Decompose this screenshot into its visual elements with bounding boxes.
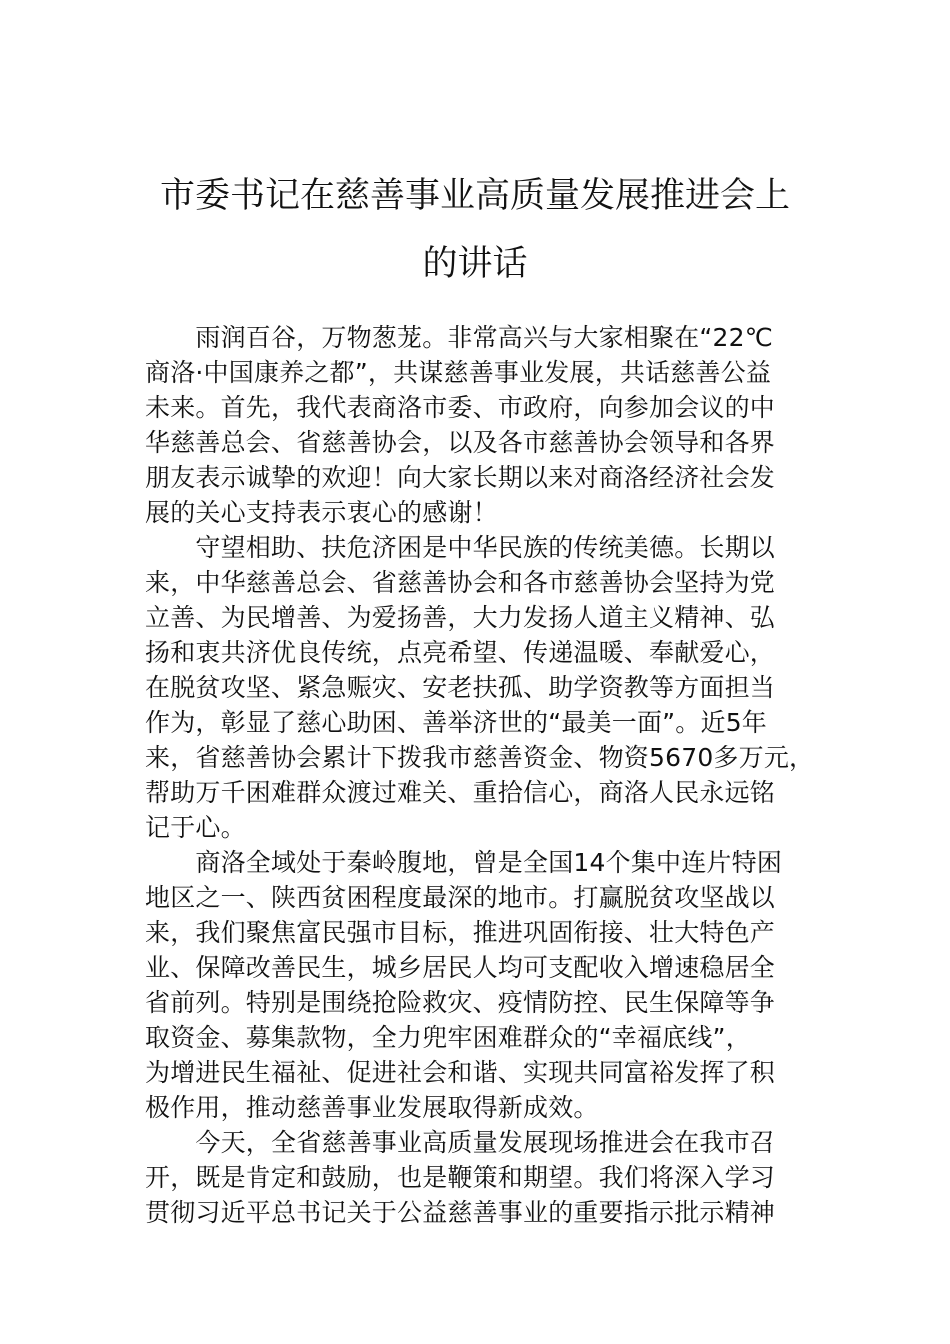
body-line: 来，我们聚焦富民强市目标，推进巩固衔接、壮大特色产 — [145, 918, 776, 947]
body-line: 华慈善总会、省慈善协会，以及各市慈善协会领导和各界 — [145, 428, 776, 457]
body-line: 朋友表示诚挚的欢迎！向大家长期以来对商洛经济社会发 — [145, 463, 776, 492]
body-line: 为增进民生福祉、促进社会和谐、实现共同富裕发挥了积 — [145, 1058, 776, 1087]
document-title-line-1: 市委书记在慈善事业高质量发展推进会上 — [159, 176, 790, 216]
body-line: 记于心。 — [145, 813, 246, 842]
body-line: 省前列。特别是围绕抢险救灾、疫情防控、民生保障等争 — [145, 988, 776, 1017]
document-title-line-2: 的讲话 — [422, 244, 528, 284]
body-line: 展的关心支持表示衷心的感谢！ — [145, 498, 498, 527]
body-line: 未来。首先，我代表商洛市委、市政府，向参加会议的中 — [145, 393, 776, 422]
body-line: 今天，全省慈善事业高质量发展现场推进会在我市召 — [145, 1128, 776, 1157]
body-line: 守望相助、扶危济困是中华民族的传统美德。长期以 — [145, 533, 776, 562]
body-line: 帮助万千困难群众渡过难关、重拾信心，商洛人民永远铭 — [145, 778, 776, 807]
body-line: 来，中华慈善总会、省慈善协会和各市慈善协会坚持为党 — [145, 568, 776, 597]
body-line: 取资金、募集款物，全力兜牢困难群众的“幸福底线”， — [145, 1023, 751, 1052]
body-line: 开，既是肯定和鼓励，也是鞭策和期望。我们将深入学习 — [145, 1163, 776, 1192]
body-line: 雨润百谷，万物葱茏。非常高兴与大家相聚在“22℃ — [145, 323, 774, 352]
body-line: 在脱贫攻坚、紧急赈灾、安老扶孤、助学资教等方面担当 — [145, 673, 776, 702]
body-line: 扬和衷共济优良传统，点亮希望、传递温暖、奉献爱心， — [145, 638, 776, 667]
body-line: 极作用，推动慈善事业发展取得新成效。 — [145, 1093, 599, 1122]
body-line: 业、保障改善民生，城乡居民人均可支配收入增速稳居全 — [145, 953, 776, 982]
body-line: 商洛·中国康养之都”，共谋慈善事业发展，共话慈善公益 — [145, 358, 772, 387]
body-line: 立善、为民增善、为爱扬善，大力发扬人道主义精神、弘 — [145, 603, 776, 632]
body-line: 地区之一、陕西贫困程度最深的地市。打赢脱贫攻坚战以 — [145, 883, 776, 912]
body-line: 贯彻习近平总书记关于公益慈善事业的重要指示批示精神 — [145, 1198, 776, 1227]
body-line: 商洛全域处于秦岭腹地，曾是全国14个集中连片特困 — [145, 848, 783, 877]
body-line: 作为，彰显了慈心助困、善举济世的“最美一面”。近5年 — [145, 708, 768, 737]
body-line: 来，省慈善协会累计下拨我市慈善资金、物资5670多万元， — [145, 743, 815, 772]
